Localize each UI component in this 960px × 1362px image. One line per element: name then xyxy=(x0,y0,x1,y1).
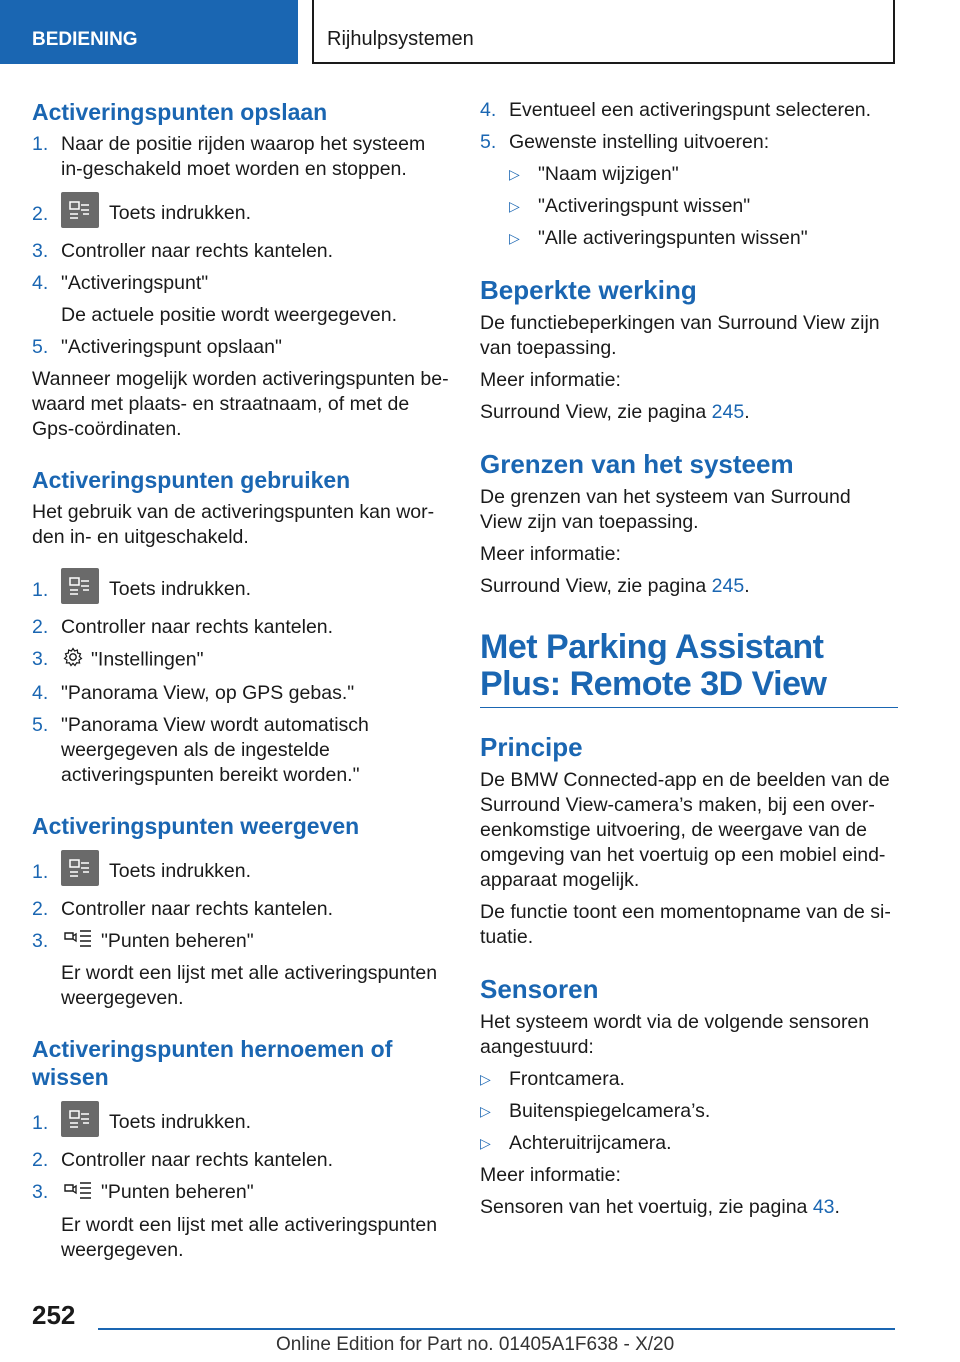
reference-dot: . xyxy=(834,1196,840,1218)
step-text: "Instellingen" xyxy=(91,648,204,671)
step-number: 3. xyxy=(32,930,49,952)
page-link[interactable]: 245 xyxy=(711,575,745,597)
heading-activeringspunten-opslaan: Activeringspunten opslaan xyxy=(32,99,328,125)
sensor-item xyxy=(480,1131,898,1156)
step xyxy=(32,854,452,890)
step-number: 2. xyxy=(32,898,49,920)
step-text: "Panorama View wordt automatisch weergegeven als de ingestelde activeringspunten bereikt worden." xyxy=(61,714,369,786)
paragraph: De BMW Connected-app en de beelden van de Surround View-camera’s maken, bij een over-eenkomstige uitvoering, de weergave van de omgeving van het voertuig op een mobiel eind-apparaat mogelijk. xyxy=(480,769,890,891)
heading-activeringspunten-weergeven: Activeringspunten weergeven xyxy=(32,813,360,839)
option-text: "Naam wijzigen" xyxy=(538,163,679,185)
step-text: Gewenste instelling uitvoeren: xyxy=(509,131,770,153)
step-number: 1. xyxy=(32,133,49,155)
footer-divider xyxy=(98,1328,895,1330)
page-link[interactable]: 43 xyxy=(812,1196,835,1218)
cross-reference xyxy=(480,574,898,599)
note-paragraph: Wanneer mogelijk worden activeringspunten be-waard met plaats- en straatnaam, of met de Gps-coördinaten. xyxy=(32,368,449,440)
step-text: Toets indrukken. xyxy=(109,202,251,225)
sensor-text: Achteruitrijcamera. xyxy=(509,1132,672,1154)
step xyxy=(480,130,898,155)
cross-reference xyxy=(480,400,898,425)
step xyxy=(32,132,452,182)
gear-icon xyxy=(63,647,83,674)
heading-beperkte-werking: Beperkte werking xyxy=(480,275,697,305)
step-number: 1. xyxy=(32,578,49,601)
parking-camera-button-icon xyxy=(61,192,99,228)
triangle-bullet-icon: ▷ xyxy=(480,1071,491,1087)
step-number: 4. xyxy=(480,99,497,121)
step xyxy=(32,1105,452,1141)
header-chapter-label: Rijhulpsystemen xyxy=(327,28,474,50)
parking-camera-button-icon xyxy=(61,1101,99,1137)
heading-sensoren: Sensoren xyxy=(480,974,599,1004)
triangle-bullet-icon: ▷ xyxy=(480,1135,491,1151)
heading-activeringspunten-gebruiken: Activeringspunten gebruiken xyxy=(32,467,351,493)
step-text: Controller naar rechts kantelen. xyxy=(61,616,334,638)
step xyxy=(32,572,452,608)
step-text: "Activeringspunt opslaan" xyxy=(61,336,282,358)
step-number: 3. xyxy=(32,1181,49,1204)
heading-activeringspunten-hernoemen: Activeringspunten hernoemen of wissen xyxy=(32,1036,393,1091)
step-number: 5. xyxy=(32,336,49,358)
step xyxy=(32,196,452,232)
header-section-label: BEDIENING xyxy=(32,29,138,50)
sensor-text: Frontcamera. xyxy=(509,1068,625,1090)
points-list-icon xyxy=(63,1181,93,1206)
option-item xyxy=(480,226,898,251)
step-text: "Punten beheren" xyxy=(101,930,254,952)
step-text: "Activeringspunt" xyxy=(61,272,209,294)
step-number: 4. xyxy=(32,682,49,704)
parking-camera-button-icon xyxy=(61,568,99,604)
step xyxy=(32,271,452,328)
header-section xyxy=(0,0,298,64)
step-number: 5. xyxy=(32,714,49,736)
reference-text: Surround View, zie pagina xyxy=(480,401,712,423)
step xyxy=(32,615,452,640)
chapter-title: Met Parking Assistant Plus: Remote 3D View xyxy=(480,629,898,708)
more-info-label: Meer informatie: xyxy=(480,543,621,565)
step xyxy=(480,98,898,123)
step-text: Toets indrukken. xyxy=(109,1111,251,1134)
step-text: "Panorama View, op GPS gebas." xyxy=(61,682,355,704)
sensor-item xyxy=(480,1099,898,1124)
paragraph: De functie toont een momentopname van de si-tuatie. xyxy=(480,901,891,948)
reference-text: Sensoren van het voertuig, zie pagina xyxy=(480,1196,813,1218)
step xyxy=(32,335,452,360)
step-number: 1. xyxy=(32,860,49,883)
reference-dot: . xyxy=(744,575,750,597)
step-text: Naar de positie rijden waarop het systeem in-geschakeld moet worden en stoppen. xyxy=(61,133,426,180)
paragraph: De grenzen van het systeem van Surround View zijn van toepassing. xyxy=(480,486,851,533)
triangle-bullet-icon: ▷ xyxy=(509,166,520,182)
intro-paragraph: Het gebruik van de activeringspunten kan wor-den in- en uitgeschakeld. xyxy=(32,501,435,548)
page-number: 252 xyxy=(32,1300,76,1330)
reference-text: Surround View, zie pagina xyxy=(480,575,712,597)
left-column xyxy=(32,98,452,1270)
paragraph: Het systeem wordt via de volgende sensoren aangestuurd: xyxy=(480,1011,870,1058)
step-number: 2. xyxy=(32,616,49,638)
edition-info: Online Edition for Part no. 01405A1F638 - X/20 xyxy=(276,1334,675,1355)
parking-camera-button-icon xyxy=(61,850,99,886)
step xyxy=(32,681,452,706)
option-text: "Alle activeringspunten wissen" xyxy=(538,227,808,249)
step-text: Controller naar rechts kantelen. xyxy=(61,240,334,262)
reference-dot: . xyxy=(744,401,750,423)
step-subtext: Er wordt een lijst met alle activeringspunten weergegeven. xyxy=(61,1213,438,1261)
step-subtext: Er wordt een lijst met alle activeringspunten weergegeven. xyxy=(61,962,438,1010)
step-number: 3. xyxy=(32,648,49,670)
step-number: 3. xyxy=(32,240,49,262)
step xyxy=(32,897,452,922)
option-item xyxy=(480,162,898,187)
step xyxy=(32,929,452,1011)
triangle-bullet-icon: ▷ xyxy=(509,230,520,246)
step-text: "Punten beheren" xyxy=(101,1181,254,1204)
more-info-label: Meer informatie: xyxy=(480,1164,621,1186)
sensor-text: Buitenspiegelcamera’s. xyxy=(509,1100,711,1122)
option-item xyxy=(480,194,898,219)
header-chapter xyxy=(312,0,895,64)
step-number: 1. xyxy=(32,1111,49,1134)
step xyxy=(32,239,452,264)
step-number: 2. xyxy=(32,202,49,225)
page-link[interactable]: 245 xyxy=(711,401,745,423)
step-text: Toets indrukken. xyxy=(109,578,251,601)
heading-principe: Principe xyxy=(480,732,583,762)
step-number: 2. xyxy=(32,1149,49,1172)
step xyxy=(32,713,452,788)
more-info-label: Meer informatie: xyxy=(480,369,621,391)
points-list-icon xyxy=(63,929,93,954)
sensor-item xyxy=(480,1067,898,1092)
step xyxy=(32,1148,452,1173)
triangle-bullet-icon: ▷ xyxy=(480,1103,491,1119)
step-text: Eventueel een activeringspunt selecteren. xyxy=(509,99,872,121)
step-text: Toets indrukken. xyxy=(109,860,251,883)
right-column xyxy=(480,98,898,1227)
triangle-bullet-icon: ▷ xyxy=(509,198,520,214)
paragraph: De functiebeperkingen van Surround View zijn van toepassing. xyxy=(480,312,880,359)
heading-grenzen-van-het-systeem: Grenzen van het systeem xyxy=(480,449,794,479)
cross-reference xyxy=(480,1195,898,1220)
step xyxy=(32,1180,452,1262)
step-number: 4. xyxy=(32,272,49,294)
step xyxy=(32,647,452,674)
step-text: Controller naar rechts kantelen. xyxy=(61,898,334,920)
option-text: "Activeringspunt wissen" xyxy=(538,195,751,217)
step-subtext: De actuele positie wordt weergegeven. xyxy=(61,304,398,326)
step-number: 5. xyxy=(480,131,497,153)
step-text: Controller naar rechts kantelen. xyxy=(61,1149,334,1172)
